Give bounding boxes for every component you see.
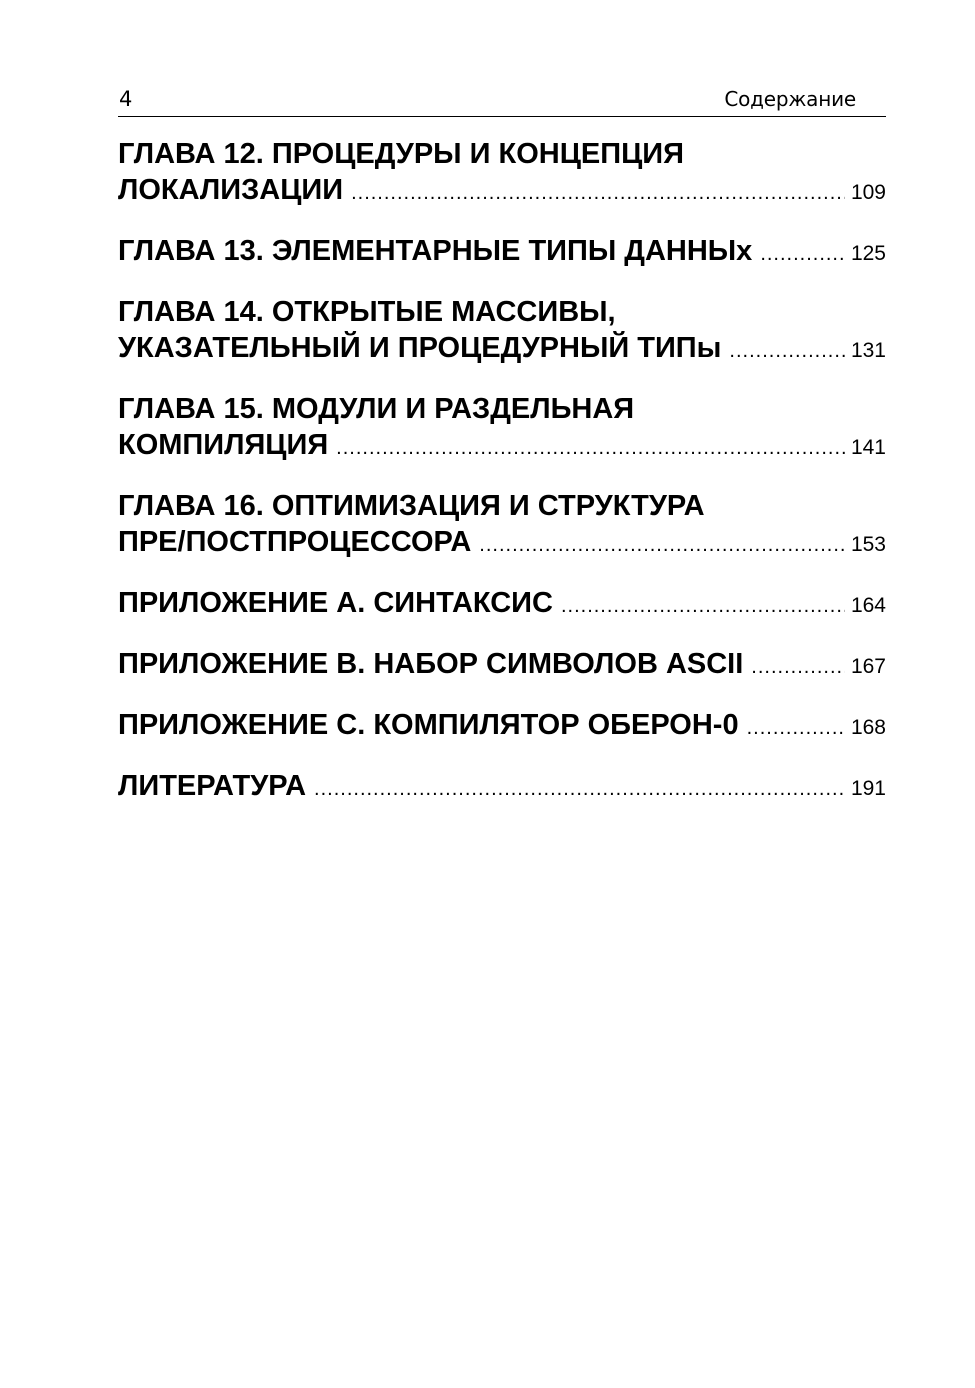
dot-leader [351,175,845,211]
toc-entry-title: ЛОКАЛИЗАЦИИ [118,174,344,206]
toc-entry-title: ПРИЛОЖЕНИЕ B. НАБОР СИМВОЛОВ ASCII [118,648,744,680]
toc-entry-title-line: ГЛАВА 12. ПРОЦЕДУРЫ И КОНЦЕПЦИЯ [118,138,684,170]
dot-leader [314,771,845,807]
page-header [118,86,886,117]
toc-entry-last-line [118,646,886,685]
toc-entry-title-line: ГЛАВА 14. ОТКРЫТЫЕ МАССИВЫ, [118,296,616,328]
toc-entry-chapter-15[interactable] [118,391,886,466]
toc-entry-title: КОМПИЛЯЦИЯ [118,429,329,461]
toc-entry-title: ПРЕ/ПОСТПРОЦЕССОРА [118,526,472,558]
toc-entry-appendix-a[interactable] [118,585,886,624]
toc-entry-page-number: 153 [850,533,886,556]
toc-entry-appendix-b[interactable] [118,646,886,685]
dot-leader [760,236,845,272]
dot-leader [479,527,845,563]
toc-entry-page-number: 125 [850,242,886,265]
dot-leader [747,710,845,746]
toc-entry-last-line [118,172,886,211]
toc-entry-chapter-14[interactable] [118,294,886,369]
dot-leader [561,588,845,624]
toc-entry-chapter-12[interactable] [118,136,886,211]
toc-entry-bibliography[interactable] [118,768,886,807]
toc-entry-last-line [118,330,886,369]
toc-entry-last-line [118,524,886,563]
toc-entry-last-line [118,233,886,272]
toc-entry-title: ПРИЛОЖЕНИЕ C. КОМПИЛЯТОР ОБЕРОН-0 [118,709,739,741]
dot-leader [729,333,845,369]
dot-leader [336,430,845,466]
dot-leader [751,649,845,685]
toc-entry-last-line [118,585,886,624]
toc-entry-appendix-c[interactable] [118,707,886,746]
toc-entry-page-number: 167 [850,655,886,678]
toc-entry-title: ЛИТЕРАТУРА [118,770,307,802]
toc-entry-title: ГЛАВА 13. ЭЛЕМЕНТАРНЫЕ ТИПЫ ДАННЫx [118,235,753,267]
toc-entry-chapter-16[interactable] [118,488,886,563]
toc-entry-title-line: ГЛАВА 15. МОДУЛИ И РАЗДЕЛЬНАЯ [118,393,635,425]
toc-entry-page-number: 109 [850,181,886,204]
page-number: 4 [119,87,133,111]
toc-entry-chapter-13[interactable] [118,233,886,272]
toc-entry-title-line: ГЛАВА 16. ОПТИМИЗАЦИЯ И СТРУКТУРА [118,490,705,522]
running-title: Содержание [724,87,856,111]
table-of-contents [118,136,886,829]
toc-entry-title: ПРИЛОЖЕНИЕ A. СИНТАКСИС [118,587,553,619]
toc-entry-page-number: 168 [850,716,886,739]
toc-entry-page-number: 191 [850,777,886,800]
toc-entry-last-line [118,707,886,746]
toc-entry-title: УКАЗАТЕЛЬНЫЙ И ПРОЦЕДУРНЫЙ ТИПы [118,332,722,364]
toc-entry-page-number: 141 [850,436,886,459]
toc-entry-last-line [118,427,886,466]
toc-entry-page-number: 131 [850,339,886,362]
toc-entry-page-number: 164 [850,594,886,617]
toc-entry-last-line [118,768,886,807]
